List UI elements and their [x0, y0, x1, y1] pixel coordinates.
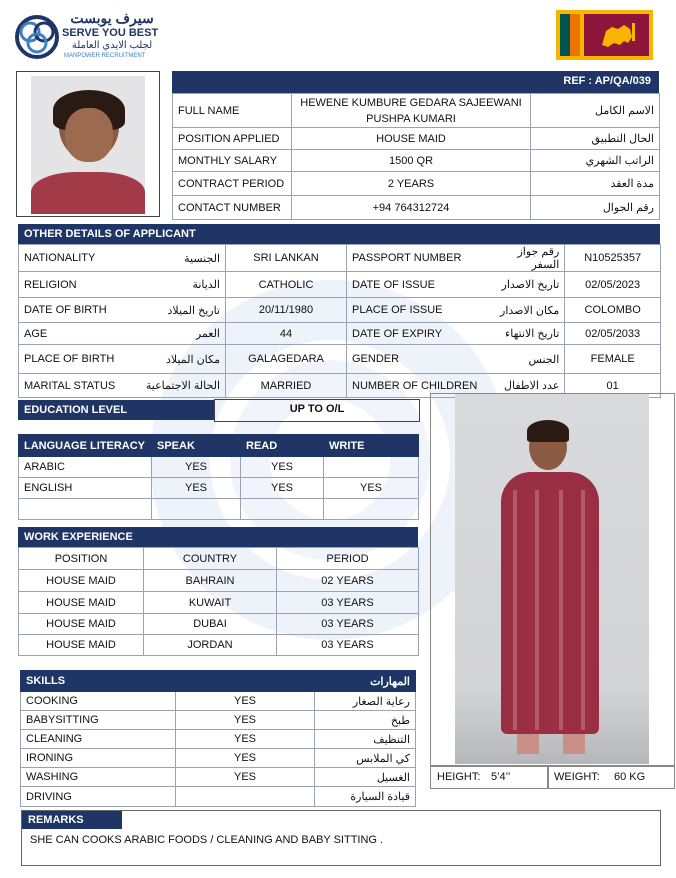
remarks-header — [22, 811, 122, 829]
table-row — [21, 787, 416, 807]
sri-lanka-flag — [556, 10, 653, 60]
label-religion: RELIGION — [19, 272, 130, 298]
value-passport-number: N10525357 — [565, 245, 661, 272]
arabic-monthly-salary: الراتب الشهري — [531, 150, 660, 172]
value-age: 44 — [226, 323, 347, 345]
ref-number: REF : AP/QA/039 — [563, 75, 651, 87]
work-position: HOUSE MAID — [19, 592, 144, 614]
value-date-of-issue: 02/05/2023 — [565, 272, 661, 298]
table-row — [173, 172, 660, 196]
language-speak: YES — [152, 457, 241, 478]
work-period: 03 YEARS — [277, 614, 419, 635]
arabic-place-of-issue: مكان الاصدار — [482, 298, 565, 323]
header-write: WRITE — [324, 435, 419, 457]
work-period: 03 YEARS — [277, 592, 419, 614]
skills-table — [20, 670, 416, 807]
arabic-position-applied: الحال التطبيق — [531, 128, 660, 150]
skills-arabic-title: المهارات — [315, 671, 416, 692]
label-age: AGE — [19, 323, 130, 345]
arabic-contract-period: مدة العقد — [531, 172, 660, 196]
header-read: READ — [241, 435, 324, 457]
arabic-date-of-birth: تاريخ الميلاد — [129, 298, 226, 323]
language-literacy-table — [18, 434, 419, 520]
language-write — [324, 499, 419, 520]
remarks-box — [21, 810, 661, 866]
table-row — [19, 298, 661, 323]
label-marital-status: MARITAL STATUS — [19, 374, 130, 398]
company-logo — [14, 12, 164, 64]
value-gender: FEMALE — [565, 345, 661, 374]
value-place-of-birth: GALAGEDARA — [226, 345, 347, 374]
skill-arabic: التنظيف — [315, 730, 416, 749]
applicant-portrait-photo — [31, 76, 145, 214]
weight-value: 60 KG — [614, 771, 646, 783]
header-country: COUNTRY — [144, 548, 277, 570]
table-row — [19, 345, 661, 374]
skill-name: IRONING — [21, 749, 176, 768]
lion-icon — [596, 19, 640, 51]
language-read: YES — [241, 478, 324, 499]
skills-title: SKILLS — [21, 671, 315, 692]
skill-value — [176, 787, 315, 807]
language-speak — [152, 499, 241, 520]
label-full-name: FULL NAME — [173, 94, 292, 128]
arabic-number-of-children: عدد الاطفال — [482, 374, 565, 398]
label-date-of-birth: DATE OF BIRTH — [19, 298, 130, 323]
header-position: POSITION — [19, 548, 144, 570]
table-row — [19, 457, 419, 478]
label-monthly-salary: MONTHLY SALARY — [173, 150, 292, 172]
language-write: YES — [324, 478, 419, 499]
table-row — [173, 94, 660, 128]
work-country: KUWAIT — [144, 592, 277, 614]
table-row — [21, 692, 416, 711]
weight-label: WEIGHT: — [554, 771, 600, 783]
table-row — [21, 730, 416, 749]
value-religion: CATHOLIC — [226, 272, 347, 298]
full-body-photo-frame — [430, 393, 675, 767]
value-contact-number: +94 764312724 — [292, 196, 531, 220]
table-row — [19, 499, 419, 520]
table-row — [19, 272, 661, 298]
value-date-of-expiry: 02/05/2033 — [565, 323, 661, 345]
applicant-full-body-photo — [455, 394, 649, 764]
ref-bar — [172, 71, 659, 93]
table-row — [19, 614, 419, 635]
language-read — [241, 499, 324, 520]
label-place-of-birth: PLACE OF BIRTH — [19, 345, 130, 374]
label-passport-number: PASSPORT NUMBER — [347, 245, 483, 272]
logo-arabic-tagline: لجلب الايدي العاملة — [71, 40, 153, 51]
table-row — [21, 768, 416, 787]
table-row — [19, 245, 661, 272]
language-read: YES — [241, 457, 324, 478]
value-position-applied: HOUSE MAID — [292, 128, 531, 150]
skill-value: YES — [176, 768, 315, 787]
language-write — [324, 457, 419, 478]
table-row — [19, 635, 419, 656]
arabic-religion: الديانة — [129, 272, 226, 298]
value-full-name: HEWENE KUMBURE GEDARA SAJEEWANI PUSHPA KUMARI — [292, 94, 531, 128]
work-period: 03 YEARS — [277, 635, 419, 656]
label-contact-number: CONTACT NUMBER — [173, 196, 292, 220]
table-row — [21, 749, 416, 768]
work-country: BAHRAIN — [144, 570, 277, 592]
arabic-marital-status: الحالة الاجتماعية — [129, 374, 226, 398]
language-speak: YES — [152, 478, 241, 499]
skill-name: WASHING — [21, 768, 176, 787]
label-position-applied: POSITION APPLIED — [173, 128, 292, 150]
weight-box — [547, 765, 675, 789]
value-number-of-children: 01 — [565, 374, 661, 398]
value-date-of-birth: 20/11/1980 — [226, 298, 347, 323]
education-label-text: EDUCATION LEVEL — [24, 404, 128, 416]
label-nationality: NATIONALITY — [19, 245, 130, 272]
language-name: ENGLISH — [19, 478, 152, 499]
arabic-contact-number: رقم الجوال — [531, 196, 660, 220]
table-row — [19, 592, 419, 614]
arabic-nationality: الجنسية — [129, 245, 226, 272]
label-place-of-issue: PLACE OF ISSUE — [347, 298, 483, 323]
education-level-value — [214, 399, 420, 422]
language-name — [19, 499, 152, 520]
skill-name: COOKING — [21, 692, 176, 711]
value-place-of-issue: COLOMBO — [565, 298, 661, 323]
skill-name: CLEANING — [21, 730, 176, 749]
other-details-table — [18, 244, 661, 398]
header-period: PERIOD — [277, 548, 419, 570]
other-details-header — [18, 224, 660, 244]
label-contract-period: CONTRACT PERIOD — [173, 172, 292, 196]
table-header-row — [19, 548, 419, 570]
table-row — [19, 323, 661, 345]
table-row — [21, 711, 416, 730]
work-experience-header — [18, 527, 418, 547]
skill-arabic: الغسيل — [315, 768, 416, 787]
arabic-place-of-birth: مكان الميلاد — [129, 345, 226, 374]
label-date-of-issue: DATE OF ISSUE — [347, 272, 483, 298]
main-info-table — [172, 93, 660, 220]
skill-value: YES — [176, 730, 315, 749]
label-number-of-children: NUMBER OF CHILDREN — [347, 374, 483, 398]
arabic-date-of-expiry: تاريخ الانتهاء — [482, 323, 565, 345]
education-level-label — [18, 400, 214, 420]
value-contract-period: 2 YEARS — [292, 172, 531, 196]
table-row — [173, 196, 660, 220]
work-country: DUBAI — [144, 614, 277, 635]
arabic-date-of-issue: تاريخ الاصدار — [482, 272, 565, 298]
skill-name: DRIVING — [21, 787, 176, 807]
applicant-photo-frame — [16, 71, 160, 217]
arabic-age: العمر — [129, 323, 226, 345]
skill-arabic: قيادة السيارة — [315, 787, 416, 807]
language-name: ARABIC — [19, 457, 152, 478]
skill-name: BABYSITTING — [21, 711, 176, 730]
education-value-text: UP TO O/L — [289, 403, 345, 415]
logo-arabic-name: سيرف يوبست — [70, 10, 154, 26]
skill-arabic: كي الملابس — [315, 749, 416, 768]
work-experience-table — [18, 547, 419, 656]
table-header-row — [19, 435, 419, 457]
table-row — [19, 478, 419, 499]
value-nationality: SRI LANKAN — [226, 245, 347, 272]
skill-value: YES — [176, 692, 315, 711]
value-marital-status: MARRIED — [226, 374, 347, 398]
arabic-full-name: الاسم الكامل — [531, 94, 660, 128]
work-country: JORDAN — [144, 635, 277, 656]
label-date-of-expiry: DATE OF EXPIRY — [347, 323, 483, 345]
header-speak: SPEAK — [152, 435, 241, 457]
height-value: 5’4’’ — [491, 771, 511, 783]
skill-arabic: طبخ — [315, 711, 416, 730]
table-row — [173, 128, 660, 150]
skill-value: YES — [176, 749, 315, 768]
work-position: HOUSE MAID — [19, 614, 144, 635]
arabic-gender: الجنس — [482, 345, 565, 374]
work-position: HOUSE MAID — [19, 635, 144, 656]
logo-icon — [14, 14, 60, 60]
table-row — [173, 150, 660, 172]
header-language-literacy: LANGUAGE LITERACY — [19, 435, 152, 457]
logo-tagline: MANPOWER RECRUITMENT — [64, 53, 146, 59]
table-row — [19, 570, 419, 592]
value-monthly-salary: 1500 QR — [292, 150, 531, 172]
remarks-title: REMARKS — [28, 814, 84, 826]
label-gender: GENDER — [347, 345, 483, 374]
height-box — [430, 765, 549, 789]
table-header-row — [21, 671, 416, 692]
skill-arabic: رعاية الصغار — [315, 692, 416, 711]
work-position: HOUSE MAID — [19, 570, 144, 592]
logo-name: SERVE YOU BEST — [62, 27, 159, 39]
remarks-text: SHE CAN COOKS ARABIC FOODS / CLEANING AND BABY SITTING . — [30, 834, 384, 846]
height-label: HEIGHT: — [437, 771, 481, 783]
other-details-title: OTHER DETAILS OF APPLICANT — [24, 228, 196, 240]
work-period: 02 YEARS — [277, 570, 419, 592]
work-experience-title: WORK EXPERIENCE — [24, 531, 133, 543]
arabic-passport-number: رقم جواز السفر — [482, 245, 565, 272]
skill-value: YES — [176, 711, 315, 730]
